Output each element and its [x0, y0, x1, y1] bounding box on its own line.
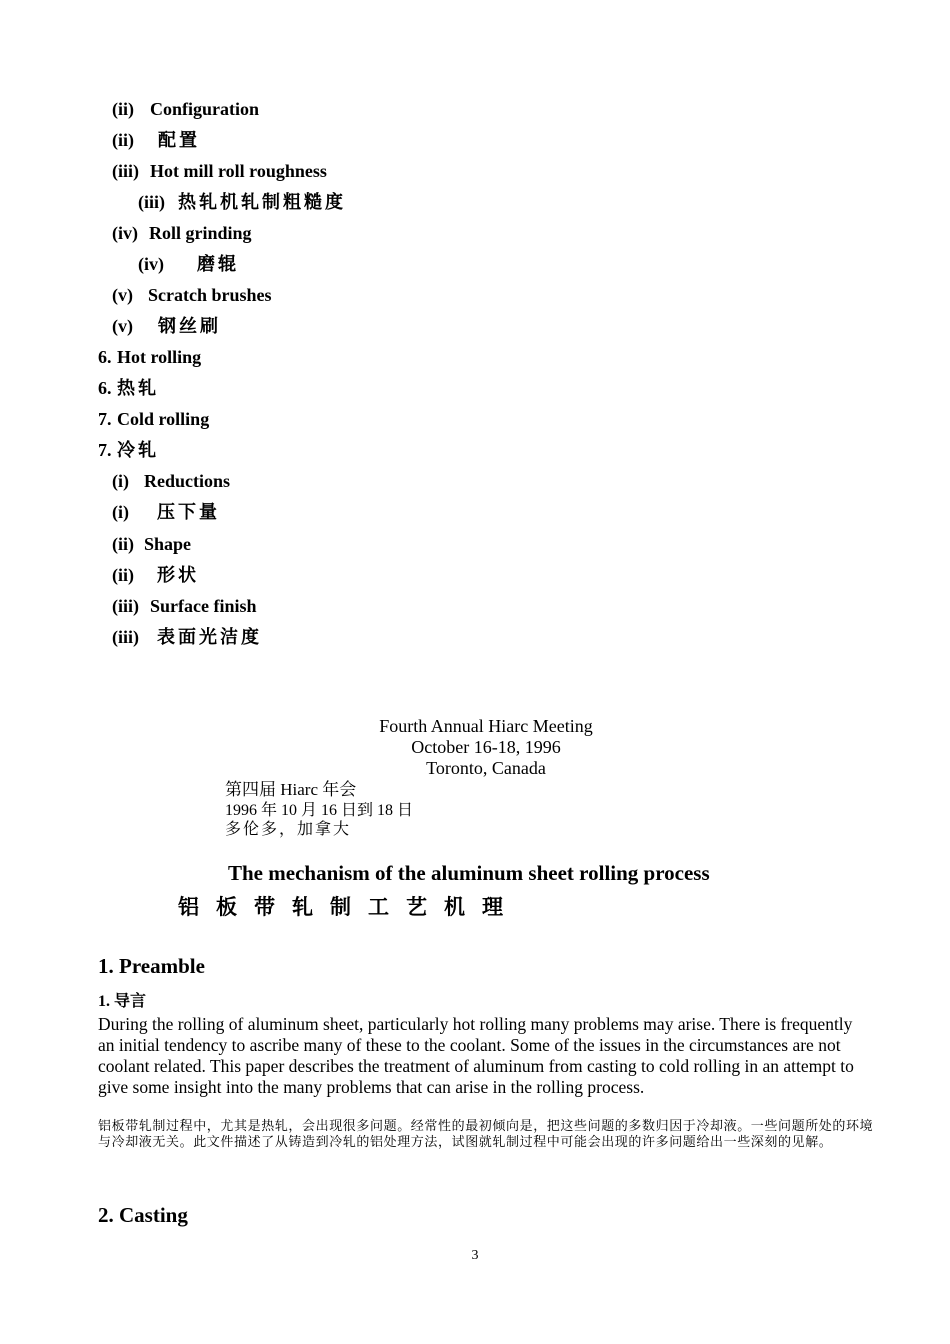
outline-number: (v)	[112, 316, 133, 336]
outline-number: (ii)	[112, 130, 134, 150]
meeting-name: Fourth Annual Hiarc Meeting	[379, 716, 593, 736]
outline-number: 7.	[98, 409, 112, 429]
outline-number: (iv)	[112, 223, 138, 243]
outline-item	[98, 377, 159, 399]
meeting-location-cn: 多伦多，加拿大	[225, 821, 352, 838]
meeting-name-cn: 第四届 Hiarc 年会	[225, 780, 357, 799]
outline-text: Scratch brushes	[148, 285, 272, 305]
outline-text: 配置	[158, 130, 200, 150]
outline-number: (ii)	[112, 99, 134, 119]
outline-item	[112, 595, 257, 617]
outline-item	[112, 284, 272, 306]
outline-item	[112, 222, 252, 244]
outline-text: 形状	[157, 565, 199, 585]
outline-item	[112, 501, 220, 523]
outline-number: (i)	[112, 502, 129, 522]
outline-text: 钢丝刷	[158, 316, 221, 336]
outline-text: 磨辊	[197, 254, 239, 274]
outline-text: 表面光洁度	[157, 627, 262, 647]
outline-item	[112, 98, 259, 120]
section-heading: 1. Preamble	[98, 954, 205, 978]
outline-text: Hot rolling	[117, 347, 202, 367]
outline-item	[98, 439, 159, 461]
outline-text: 压下量	[157, 502, 220, 522]
section-body: During the rolling of aluminum sheet, particularly hot rolling many problems may arise. There is frequently an initial tendency to ascribe many of these to the coolant. Some of the issues in the circumstances are not coolant related. This paper describes the treatment of aluminum from casting to cold rolling in an attempt to give some insight into the many problems that can arise in the rolling process.	[98, 1014, 854, 1097]
section-body-cn: 铝板带轧制过程中，尤其是热轧，会出现很多问题。经常性的最初倾向是，把这些问题的多数归因于冷却液。一些问题所处的环境与冷却液无关。此文件描述了从铸造到冷轧的铝处理方法，试图就轧制过程中可能会出现的许多问题给出一些深刻的见解。	[98, 1118, 874, 1149]
outline-number: (i)	[112, 471, 129, 491]
outline-number: (ii)	[112, 534, 134, 554]
outline-item	[112, 129, 200, 151]
document-title-cn: 铝板带轧制工艺机理	[178, 895, 520, 919]
outline-item	[112, 626, 262, 648]
outline-number: 6.	[98, 378, 112, 398]
outline-text: Hot mill roll roughness	[150, 161, 327, 181]
document-title: The mechanism of the aluminum sheet rolling process	[228, 861, 710, 885]
outline-item	[98, 408, 209, 430]
outline-number: (ii)	[112, 565, 134, 585]
outline-item	[138, 191, 346, 213]
outline-number: (iii)	[112, 627, 139, 647]
outline-item	[112, 470, 230, 492]
outline-text: Shape	[144, 534, 192, 554]
outline-number: (iii)	[112, 161, 139, 181]
outline-text: Roll grinding	[149, 223, 252, 243]
outline-number: (v)	[112, 285, 133, 305]
outline-text: 冷轧	[117, 440, 159, 460]
outline-text: Configuration	[150, 99, 260, 119]
outline-text: Cold rolling	[117, 409, 210, 429]
section-heading-cn: 1. 导言	[98, 993, 147, 1010]
outline-number: 7.	[98, 440, 112, 460]
outline-item	[112, 315, 221, 337]
outline-text: Reductions	[144, 471, 231, 491]
meeting-dates-cn: 1996 年 10 月 16 日到 18 日	[225, 802, 414, 819]
meeting-dates: October 16-18, 1996	[411, 737, 561, 757]
outline-item	[138, 253, 239, 275]
outline-number: 6.	[98, 347, 112, 367]
outline-number: (iv)	[138, 254, 164, 274]
outline-item	[112, 160, 327, 182]
page-number: 3	[471, 1248, 479, 1263]
outline-text: Surface finish	[150, 596, 257, 616]
outline-number: (iii)	[112, 596, 139, 616]
outline-number: (iii)	[138, 192, 165, 212]
outline-item	[112, 533, 191, 555]
outline-item	[112, 564, 199, 586]
outline-text: 热轧	[117, 378, 159, 398]
outline-item	[98, 346, 201, 368]
outline-text: 热轧机轧制粗糙度	[178, 192, 346, 212]
section-heading: 2. Casting	[98, 1203, 188, 1227]
meeting-location: Toronto, Canada	[426, 758, 546, 778]
